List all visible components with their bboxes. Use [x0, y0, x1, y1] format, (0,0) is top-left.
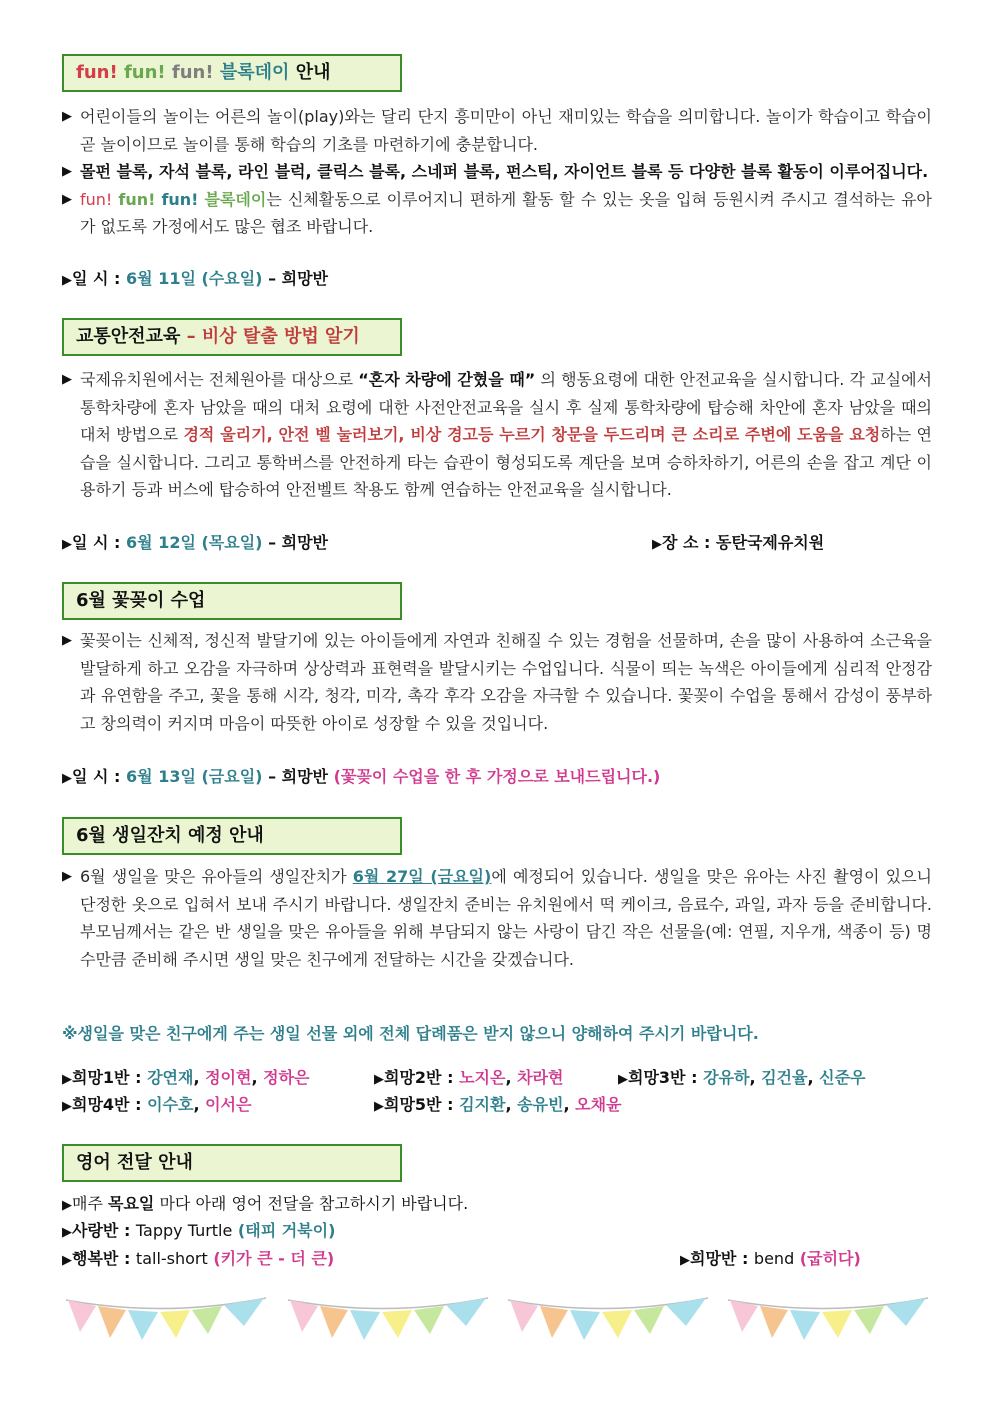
english-row-love: ▶사랑반 : Tappy Turtle (태피 거북이): [62, 1221, 336, 1240]
section-body-birthday: [62, 863, 932, 973]
class-list-row-2b: [374, 1092, 622, 1120]
section-title-birthday: 6월 생일잔치 예정 안내: [62, 817, 402, 855]
section-title-block-day: fun! fun! fun! 블록데이 안내: [62, 54, 402, 92]
section-title-traffic-safety: 교통안전교육 – 비상 탈출 방법 알기: [62, 318, 402, 356]
place-row: ▶장 소 : 동탄국제유치원: [652, 533, 825, 552]
class-4: ▶희망4반 : 이수호, 이서은: [62, 1095, 252, 1114]
class-3: ▶희망3반 : 강유하, 김건율, 신준우: [618, 1068, 866, 1087]
paragraph: ▶ fun! fun! fun! 블록데이는 신체활동으로 이루어지니 편하게 활동 할 수 있는 옷을 입혀 등원시켜 주시고 결석하는 유아가 없도록 가정에서도 많은 협조 바랍니다.: [62, 186, 932, 241]
section-body-flower-class: [62, 627, 932, 737]
paragraph: ▶ 몰펀 블록, 자석 블록, 라인 블럭, 클릭스 블록, 스네퍼 블록, 펀스틱, 자이언트 블록 등 다양한 블록 활동이 이루어집니다.: [62, 158, 932, 186]
birthday-note: ※생일을 맞은 친구에게 주는 생일 선물 외에 전체 답례품은 받지 않으니 양해하여 주시기 바랍니다.: [62, 1024, 759, 1043]
class-list-row-1: [62, 1065, 310, 1093]
date-row: ▶일 시 : 6월 11일 (수요일) – 희망반: [62, 269, 329, 288]
paragraph: ▶ 국제유치원에서는 전체원아를 대상으로 “혼자 차량에 갇혔을 때” 의 행동요령에 대한 안전교육을 실시합니다. 각 교실에서 통학차량에 혼자 남았을 때의 대처 요령에 대한 사전안전교육을 실시 후 실제 통학차량에 탑승해 차안에 혼자 남았을 때의 대처 방법으로 경적 울리기, 안전 벨 눌러보기, 비상 경고등 누르기 창문을 두드리며 큰 소리로 주변에 도움을 요청하는 연습을 실시합니다. 그리고 통학버스를 안전하게 타는 습관이 형성되도록 계단을 보며 승하차하기, 어른의 손을 잡고 계단 이용하기 등과 버스에 탑승하여 안전벨트 착용도 함께 연습하는 안전교육을 실시합니다.: [62, 366, 932, 504]
class-1: ▶희망1반 : 강연재, 정이현, 정하은: [62, 1068, 310, 1087]
class-list-row-1b: [374, 1065, 563, 1093]
bunting-flags-icon: [0, 1288, 992, 1358]
english-row-hope: ▶희망반 : bend (굽히다): [680, 1249, 861, 1268]
paragraph: ▶ 6월 생일을 맞은 유아들의 생일잔치가 6월 27일 (금요일)에 예정되어 있습니다. 생일을 맞은 유아는 사진 촬영이 있으니 단정한 옷으로 입혀서 보내 주시기 바랍니다. 생일잔치 준비는 유치원에서 떡 케이크, 음료수, 과일, 과자 등을 준비합니다. 부모님께서는 같은 반 생일을 맞은 유아들을 위해 부담되지 않는 사랑이 담긴 작은 선물을(예: 연필, 지우개, 색종이 등) 명수만큼 준비해 주시면 생일 맞은 친구에게 전달하는 시간을 갖겠습니다.: [62, 863, 932, 973]
english-row-happy: ▶행복반 : tall-short (키가 큰 - 더 큰): [62, 1249, 335, 1268]
class-list-row-2: [62, 1092, 251, 1120]
date-row: ▶일 시 : 6월 12일 (목요일) – 희망반: [62, 533, 329, 552]
english-intro: ▶매주 목요일 마다 아래 영어 전달을 참고하시기 바랍니다.: [62, 1194, 469, 1213]
paragraph: ▶ 꽃꽂이는 신체적, 정신적 발달기에 있는 아이들에게 자연과 친해질 수 있는 경험을 선물하며, 손을 많이 사용하여 소근육을 발달하게 하고 오감을 자극하며 상상력과 표현력을 발달시키는 수업입니다. 식물이 띄는 녹색은 아이들에게 심리적 안정감과 유연함을 주고, 꽃을 통해 시각, 청각, 미각, 촉각 후각 오감을 자극할 수 있습니다. 꽃꽂이 수업을 통해서 감성이 풍부하고 창의력이 커지며 마음이 따뜻한 아이로 성장할 수 있을 것입니다.: [62, 627, 932, 737]
class-list-row-1c: [618, 1065, 866, 1093]
date-row: ▶일 시 : 6월 13일 (금요일) – 희망반 (꽃꽂이 수업을 한 후 가정으로 보내드립니다.): [62, 767, 661, 786]
section-body-block-day: [62, 103, 932, 241]
section-body-traffic-safety: [62, 366, 932, 504]
section-title-english: 영어 전달 안내: [62, 1144, 402, 1182]
paragraph: ▶ 어린이들의 놀이는 어른의 놀이(play)와는 달리 단지 흥미만이 아닌 재미있는 학습을 의미합니다. 놀이가 학습이고 학습이 곧 놀이이므로 놀이를 통해 학습의 기초를 마련하기에 충분합니다.: [62, 103, 932, 158]
class-2: ▶희망2반 : 노지온, 차라현: [374, 1068, 564, 1087]
section-title-flower-class: 6월 꽃꽂이 수업: [62, 582, 402, 620]
class-5: ▶희망5반 : 김지환, 송유빈, 오채윤: [374, 1095, 622, 1114]
